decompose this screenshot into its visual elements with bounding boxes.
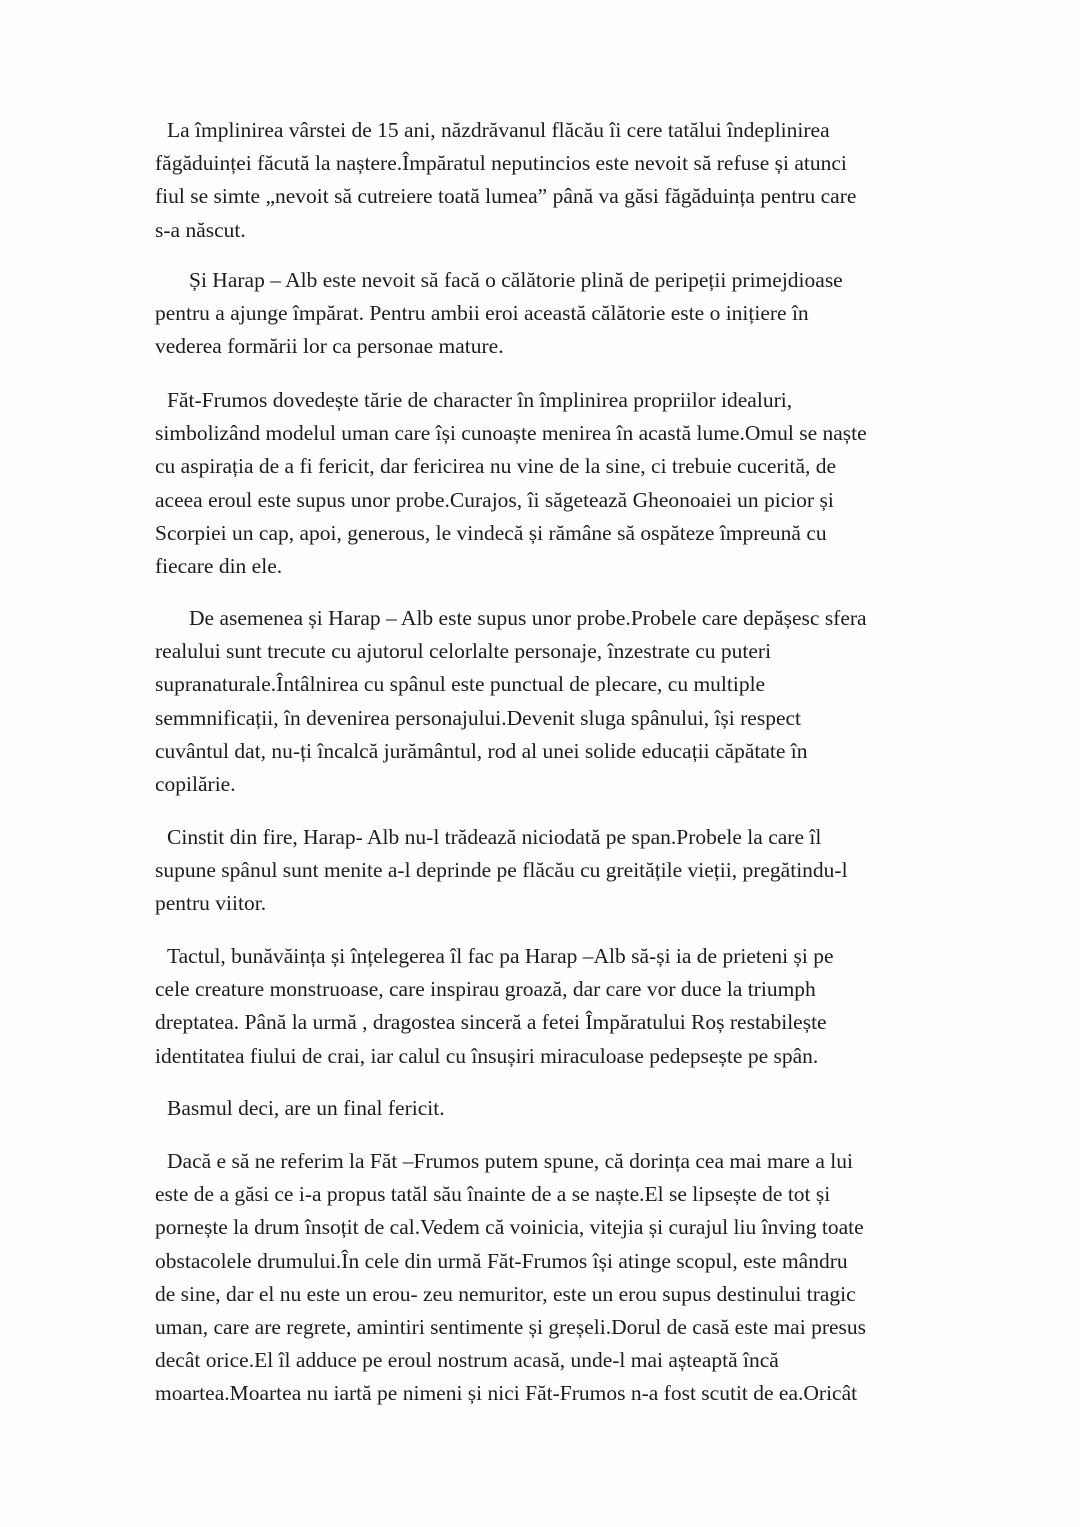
text-line: copilărie. xyxy=(155,771,236,796)
text-line: La împlinirea vârstei de 15 ani, năzdrăvanul flăcău îi cere tatălui îndeplinirea xyxy=(167,118,830,142)
text-line: aceea eroul este supus unor probe.Curajos, îi săgetează Gheonoaiei un picior și xyxy=(155,487,834,512)
text-line: vederea formării lor ca personae mature. xyxy=(155,334,504,359)
text-line: obstacolele drumului.În cele din urmă Făt-Frumos își atinge scopul, este mândru xyxy=(155,1248,848,1273)
text-line: uman, care are regrete, amintiri sentimente și greșeli.Dorul de casă este mai presus xyxy=(155,1314,867,1339)
text-line: Și Harap – Alb este nevoit să facă o călătorie plină de peripeții primejdioase xyxy=(189,268,843,292)
text-line: făgăduinței făcută la naștere.Împăratul neputincios este nevoit să refuse și atunci xyxy=(155,151,847,176)
paragraph xyxy=(155,821,848,921)
text-line: fiecare din ele. xyxy=(155,553,283,578)
text-line: dreptatea. Până la urmă , dragostea sinceră a fetei Împăratului Roș restabilește xyxy=(155,1010,827,1035)
text-line: semmnificații, în devenirea personajului.Devenit sluga spânului, își respect xyxy=(155,705,802,730)
text-line: Basmul deci, are un final fericit. xyxy=(167,1096,445,1120)
text-line: fiul se simte „nevoit să cutreiere toată lumea” până va găsi făgăduința pentru care xyxy=(155,184,857,209)
paragraph xyxy=(155,602,867,801)
text-line: pentru a ajunge împărat. Pentru ambii eroi această călătorie este o inițiere în xyxy=(155,301,809,326)
text-line: pentru viitor. xyxy=(155,891,267,916)
text-line: Dacă e să ne referim la Făt –Frumos putem spune, că dorința cea mai mare a lui xyxy=(167,1149,853,1173)
text-line: identitatea fiului de crai, iar calul cu însușiri miraculoase pedepsește pe spân. xyxy=(155,1043,819,1068)
text-line: cuvântul dat, nu-ți încalcă jurământul, rod al unei solide educații căpătate în xyxy=(155,738,808,763)
text-line: decât orice.El îl adduce pe eroul nostrum acasă, unde-l mai așteaptă încă xyxy=(155,1348,779,1373)
paragraph xyxy=(155,384,867,583)
text-line: pornește la drum însoțit de cal.Vedem că voinicia, vitejia și curajul liu înving toate xyxy=(155,1215,864,1240)
text-line: supune spânul sunt menite a-l deprinde pe flăcău cu greitățile vieții, pregătindu-l xyxy=(155,858,848,883)
text-line: cu aspirația de a fi fericit, dar fericirea nu vine de la sine, ci trebuie cucerită, de xyxy=(155,454,837,479)
paragraph xyxy=(155,114,856,247)
text-line: moartea.Moartea nu iartă pe nimeni și nici Făt-Frumos n-a fost scutit de ea.Oricât xyxy=(155,1381,858,1406)
text-line: de sine, dar el nu este un erou- zeu nemuritor, este un erou supus destinului tragic xyxy=(155,1281,856,1306)
text-line: simbolizând modelul uman care își cunoaște menirea în acastă lume.Omul se naște xyxy=(155,421,867,446)
text-line: cele creature monstruoase, care inspirau groază, dar care vor duce la triumph xyxy=(155,977,816,1002)
text-line: este de a găsi ce i-a propus tatăl său înainte de a se naște.El se lipsește de tot și xyxy=(155,1182,831,1207)
text-line: Cinstit din fire, Harap- Alb nu-l trădează niciodată pe span.Probele la care îl xyxy=(167,825,822,849)
paragraph xyxy=(155,940,834,1073)
text-line: Tactul, bunăvăința și înțelegerea îl fac pa Harap –Alb să-și ia de prieteni și pe xyxy=(167,944,834,968)
paragraph xyxy=(155,1145,866,1411)
text-line: s-a născut. xyxy=(155,217,246,242)
text-line: Scorpiei un cap, apoi, generous, le vindecă și rămâne să ospăteze împreună cu xyxy=(155,520,827,545)
text-line: De asemenea și Harap – Alb este supus unor probe.Probele care depășesc sfera xyxy=(189,606,867,630)
paragraph xyxy=(155,1092,445,1125)
paragraph xyxy=(155,264,843,364)
text-line: supranaturale.Întâlnirea cu spânul este punctual de plecare, cu multiple xyxy=(155,672,766,697)
text-line: realului sunt trecute cu ajutorul celorlalte personaje, înzestrate cu puteri xyxy=(155,639,772,664)
text-line: Făt-Frumos dovedește tărie de character în împlinirea propriilor idealuri, xyxy=(167,388,793,412)
